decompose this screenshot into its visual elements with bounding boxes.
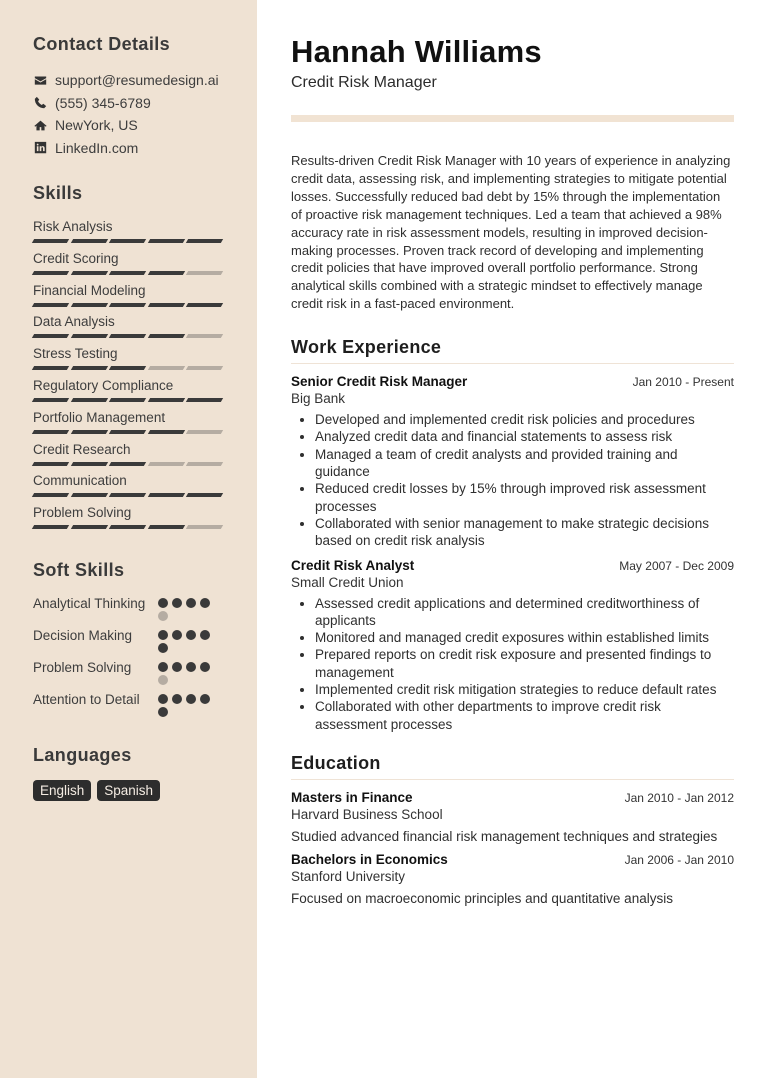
skill-level-segment xyxy=(186,493,223,497)
skill-level-segment xyxy=(186,366,223,370)
skill-level-segment xyxy=(70,239,107,243)
contact-location: NewYork, US xyxy=(33,114,257,137)
skill-level-segment xyxy=(186,303,223,307)
job-company: Big Bank xyxy=(291,391,346,407)
education-description: Studied advanced financial risk management techniques and strategies xyxy=(291,828,718,844)
work-list xyxy=(291,374,734,733)
skill-level-segment xyxy=(32,398,69,402)
contact-phone[interactable]: (555) 345-6789 xyxy=(33,92,257,115)
contact-linkedin[interactable]: LinkedIn.com xyxy=(33,137,257,160)
skill-level-segment xyxy=(32,271,69,275)
skill-level-segment xyxy=(148,398,185,402)
skill-level-segment xyxy=(32,525,69,529)
language-badge: Spanish xyxy=(97,780,160,801)
job-header xyxy=(291,558,734,573)
education-dates: Jan 2010 - Jan 2012 xyxy=(624,790,734,805)
skill-name: Credit Research xyxy=(33,441,131,457)
rating-dot-icon xyxy=(158,675,168,685)
job-title: Credit Risk Analyst xyxy=(291,557,415,573)
contact-list xyxy=(33,69,257,159)
skill-item xyxy=(33,250,257,282)
degree: Masters in Finance xyxy=(291,789,413,805)
main-content xyxy=(291,0,734,914)
skill-level-segment xyxy=(186,462,223,466)
rating-dot-icon xyxy=(186,598,196,608)
skill-level-bar xyxy=(33,303,222,307)
job-company: Small Credit Union xyxy=(291,574,404,590)
rating-dot-icon xyxy=(158,643,168,653)
education-entry xyxy=(291,790,734,844)
skill-name: Communication xyxy=(33,473,127,489)
soft-skill-dots xyxy=(158,627,214,653)
job-entry xyxy=(291,558,734,733)
job-bullet: • Implemented credit risk mitigation strategies to reduce default rates xyxy=(315,681,734,698)
skill-level-segment xyxy=(70,462,107,466)
soft-skill-name: Attention to Detail xyxy=(33,691,140,707)
skill-level-segment xyxy=(70,525,107,529)
job-title: Senior Credit Risk Manager xyxy=(291,374,468,390)
skills-list xyxy=(33,218,257,536)
skill-level-segment xyxy=(70,334,107,338)
skill-level-segment xyxy=(70,271,107,275)
accent-divider xyxy=(291,115,734,122)
school: Stanford University xyxy=(291,868,406,884)
rating-dot-icon xyxy=(186,662,196,672)
rating-dot-icon xyxy=(158,707,168,717)
education-description: Focused on macroeconomic principles and quantitative analysis xyxy=(291,890,673,906)
skill-level-segment xyxy=(186,334,223,338)
skill-item xyxy=(33,472,257,504)
skill-level-segment xyxy=(148,366,185,370)
education-list xyxy=(291,790,734,906)
job-entry xyxy=(291,374,734,549)
skill-name: Stress Testing xyxy=(33,346,118,362)
skill-name: Credit Scoring xyxy=(33,250,119,266)
skill-level-segment xyxy=(148,430,185,434)
job-header xyxy=(291,374,734,389)
skill-level-segment xyxy=(186,239,223,243)
education-header xyxy=(291,852,734,867)
education-dates: Jan 2006 - Jan 2010 xyxy=(624,852,734,867)
skill-level-segment xyxy=(109,525,146,529)
skill-level-segment xyxy=(70,398,107,402)
skill-item xyxy=(33,377,257,409)
sidebar xyxy=(0,0,257,1078)
skill-level-segment xyxy=(109,334,146,338)
skill-name: Data Analysis xyxy=(33,314,115,330)
skill-level-segment xyxy=(109,398,146,402)
skill-level-bar xyxy=(33,366,222,370)
job-dates: May 2007 - Dec 2009 xyxy=(619,558,734,573)
skill-name: Risk Analysis xyxy=(33,219,113,234)
job-bullet: • Analyzed credit data and financial statements to assess risk xyxy=(315,428,734,445)
skill-level-bar xyxy=(33,271,222,275)
soft-skill-item xyxy=(33,659,257,685)
skill-level-segment xyxy=(148,334,185,338)
skill-item xyxy=(33,345,257,377)
skill-level-segment xyxy=(109,239,146,243)
work-section xyxy=(291,337,734,733)
skill-level-segment xyxy=(109,493,146,497)
skill-level-segment xyxy=(109,462,146,466)
education-section xyxy=(291,753,734,906)
job-bullet: • Collaborated with senior management to make strategic decisions based on credit risk analysis xyxy=(315,515,734,550)
job-bullet: • Assessed credit applications and determined creditworthiness of applicants xyxy=(315,595,734,630)
languages-list xyxy=(33,780,257,801)
job-bullets xyxy=(291,595,734,733)
candidate-title: Credit Risk Manager xyxy=(291,74,437,91)
rating-dot-icon xyxy=(200,694,210,704)
soft-skill-item xyxy=(33,691,257,717)
skill-item xyxy=(33,504,257,536)
contact-email[interactable]: support@resumedesign.ai xyxy=(33,69,257,92)
skill-level-bar xyxy=(33,239,222,243)
job-dates: Jan 2010 - Present xyxy=(632,375,734,390)
skills-heading: Skills xyxy=(33,183,83,203)
rating-dot-icon xyxy=(200,598,210,608)
skill-level-bar xyxy=(33,398,222,402)
soft-skill-dots xyxy=(158,595,214,621)
skill-level-segment xyxy=(32,366,69,370)
skill-level-bar xyxy=(33,430,222,434)
soft-skills-list xyxy=(33,595,257,717)
skill-name: Financial Modeling xyxy=(33,282,146,298)
job-bullet: • Developed and implemented credit risk policies and procedures xyxy=(315,411,734,428)
degree: Bachelors in Economics xyxy=(291,851,448,867)
envelope-icon xyxy=(33,73,47,87)
languages-section xyxy=(33,745,257,801)
rating-dot-icon xyxy=(172,630,182,640)
rating-dot-icon xyxy=(158,630,168,640)
skill-name: Regulatory Compliance xyxy=(33,377,174,393)
rating-dot-icon xyxy=(186,630,196,640)
skill-level-segment xyxy=(32,303,69,307)
contact-heading: Contact Details xyxy=(33,34,171,54)
job-bullet: • Collaborated with other departments to improve credit risk assessment processes xyxy=(315,698,734,733)
job-bullet: • Managed a team of credit analysts and provided training and guidance xyxy=(315,446,734,481)
education-heading: Education xyxy=(291,753,734,780)
rating-dot-icon xyxy=(172,662,182,672)
skill-level-segment xyxy=(148,303,185,307)
contact-section xyxy=(33,34,257,159)
job-bullet: • Prepared reports on credit risk exposure and presented findings to management xyxy=(315,646,734,681)
soft-skill-item xyxy=(33,595,257,621)
skill-level-segment xyxy=(70,430,107,434)
soft-skill-dots xyxy=(158,659,214,685)
job-bullet: • Reduced credit losses by 15% through improved risk assessment processes xyxy=(315,480,734,515)
languages-heading: Languages xyxy=(33,744,132,765)
language-badge: English xyxy=(33,780,91,801)
skill-level-segment xyxy=(109,303,146,307)
soft-skills-section xyxy=(33,560,257,717)
skill-level-bar xyxy=(33,493,222,497)
skill-level-segment xyxy=(70,493,107,497)
soft-skills-heading: Soft Skills xyxy=(33,559,125,580)
rating-dot-icon xyxy=(158,694,168,704)
work-heading: Work Experience xyxy=(291,337,734,364)
rating-dot-icon xyxy=(158,611,168,621)
soft-skill-dots xyxy=(158,691,214,717)
skill-level-segment xyxy=(70,303,107,307)
soft-skill-item xyxy=(33,627,257,653)
skill-level-segment xyxy=(148,493,185,497)
skill-item xyxy=(33,409,257,441)
skill-item xyxy=(33,282,257,314)
phone-icon xyxy=(33,96,47,110)
education-entry xyxy=(291,852,734,906)
education-header xyxy=(291,790,734,805)
skill-level-segment xyxy=(148,239,185,243)
skill-level-segment xyxy=(109,366,146,370)
job-bullet: • Monitored and managed credit exposures within established limits xyxy=(315,629,734,646)
skill-level-segment xyxy=(148,525,185,529)
skill-level-segment xyxy=(32,493,69,497)
linkedin-icon xyxy=(33,141,47,155)
candidate-name: Hannah Williams xyxy=(291,34,542,69)
skill-item xyxy=(33,313,257,345)
skill-item xyxy=(33,441,257,473)
skill-level-segment xyxy=(32,462,69,466)
job-bullets xyxy=(291,411,734,549)
skill-level-segment xyxy=(186,430,223,434)
soft-skill-name: Decision Making xyxy=(33,627,133,643)
skill-level-segment xyxy=(32,430,69,434)
skill-item xyxy=(33,218,257,250)
summary: Results-driven Credit Risk Manager with 10 years of experience in analyzing credit data, assessing risk, and implementing strategies to mitigate potential losses. Successfully reduced bad debt by 15% through the implementation of proactive risk management techniques. Led a team that achieved a 98% accuracy rate in risk assessment models, resulting in improved decision-making processes. Proven track record of developing and implementing credit policies that have improved overall portfolio performance. Strong analytical skills combined with a strategic mindset to effectively manage credit risk in a fast-paced environment. xyxy=(291,153,731,312)
soft-skill-name: Problem Solving xyxy=(33,659,132,675)
skill-level-bar xyxy=(33,462,222,466)
skill-level-segment xyxy=(148,462,185,466)
skill-level-segment xyxy=(109,430,146,434)
rating-dot-icon xyxy=(200,630,210,640)
skill-name: Problem Solving xyxy=(33,505,132,521)
skill-level-segment xyxy=(186,271,223,275)
soft-skill-name: Analytical Thinking xyxy=(33,595,146,611)
skill-name: Portfolio Management xyxy=(33,409,166,425)
rating-dot-icon xyxy=(172,694,182,704)
school: Harvard Business School xyxy=(291,806,443,822)
skill-level-bar xyxy=(33,525,222,529)
rating-dot-icon xyxy=(158,598,168,608)
rating-dot-icon xyxy=(158,662,168,672)
rating-dot-icon xyxy=(200,662,210,672)
skill-level-segment xyxy=(148,271,185,275)
skill-level-bar xyxy=(33,334,222,338)
rating-dot-icon xyxy=(186,694,196,704)
skill-level-segment xyxy=(109,271,146,275)
skill-level-segment xyxy=(186,525,223,529)
skills-section xyxy=(33,183,257,536)
skill-level-segment xyxy=(186,398,223,402)
home-icon xyxy=(33,118,47,132)
rating-dot-icon xyxy=(172,598,182,608)
skill-level-segment xyxy=(32,334,69,338)
skill-level-segment xyxy=(32,239,69,243)
skill-level-segment xyxy=(70,366,107,370)
